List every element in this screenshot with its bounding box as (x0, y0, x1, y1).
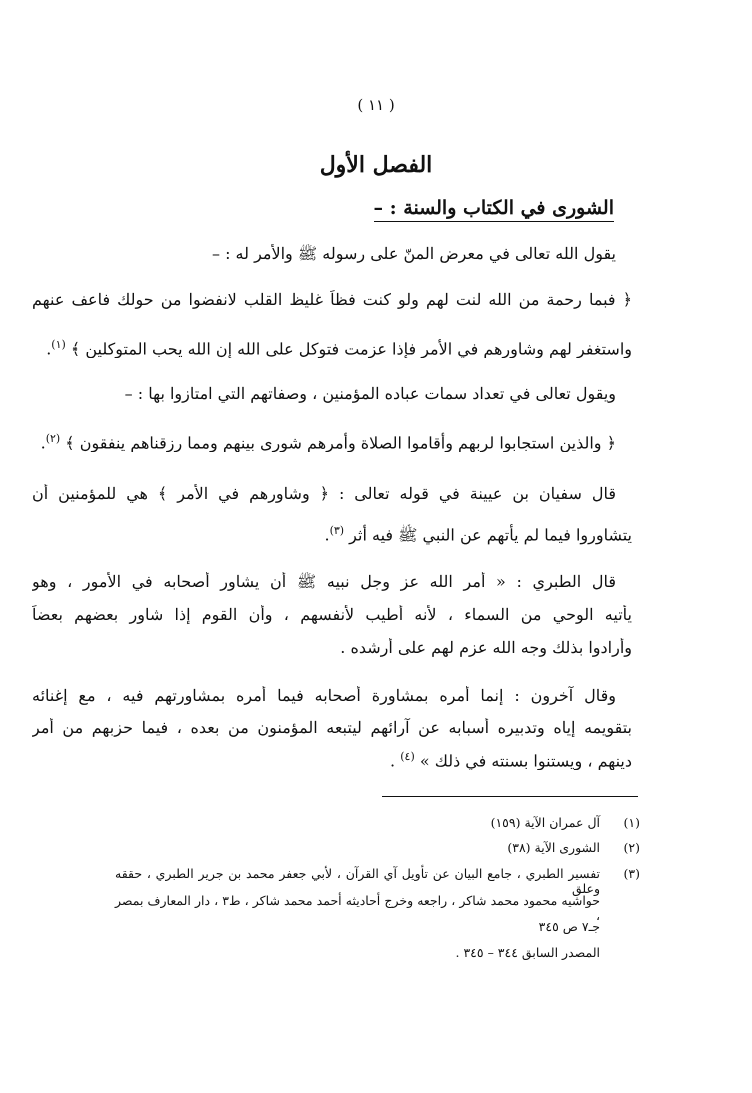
footnote-ref-2[interactable]: (٢) (45, 432, 61, 445)
paragraph-others-line-3-text: دينهم ، ويستنوا بسنته في ذلك » (419, 751, 632, 771)
verse-2 (32, 432, 616, 452)
footnote-1-number: (١) (623, 815, 640, 830)
footnote-4-text: المصدر السابق ٣٤٤ – ٣٤٥ . (455, 945, 600, 960)
verse-2-end: . (40, 433, 46, 453)
paragraph-others-line-1: وقال آخرون : إنما أمره بمشاورة أصحابه فيما أمره بمشاورتهم فيه ، مع إغنائه (32, 686, 616, 705)
footnote-2-number: (٢) (623, 840, 640, 855)
footnote-3-number: (٣) (623, 866, 640, 881)
verse-1-line-2-text: واستغفر لهم وشاورهم في الأمر فإذا عزمت فتوكل على الله إن الله يحب المتوكلين ﴾ (70, 339, 632, 359)
paragraph-sufyan-line-2-text: يتشاوروا فيما لم يأتهم عن النبي ﷺ فيه أثر (349, 525, 632, 545)
page-number: ( ١١ ) (357, 96, 395, 114)
section-title: الشورى في الكتاب والسنة : – (374, 197, 614, 222)
paragraph-tabari-line-1: قال الطبري : « أمر الله عز وجل نبيه ﷺ أن يشاور أصحابه في الأمور ، وهو (32, 572, 616, 591)
paragraph-others-line-2: بتقويمه إياه وتدبيره أسبابه عن آرائهم ليتبعه المؤمنون من بعده ، فيما حزبهم من أمر (32, 718, 632, 737)
footnote-3-line-3: جـ٧ ص ٣٤٥ (538, 919, 600, 934)
footnote-2-text: الشورى الآية (٣٨) (507, 840, 600, 855)
paragraph-sufyan-end: . (324, 525, 330, 545)
footnote-ref-3[interactable]: (٣) (329, 524, 345, 537)
paragraph-tabari-line-2: يأتيه الوحي من السماء ، لأنه أطيب لأنفسهم ، وأن القوم إذا شاور بعضهم بعضاً (32, 605, 632, 624)
paragraph-believers: ويقول تعالى في تعداد سمات عباده المؤمنين ، وصفاتهم التي امتازوا بها : – (124, 384, 616, 403)
footnote-ref-4[interactable]: (٤) (400, 750, 415, 763)
verse-1-end: . (46, 339, 52, 359)
paragraph-sufyan-line-2 (32, 524, 632, 548)
verse-1-line-2 (32, 338, 632, 358)
footnote-divider (382, 796, 638, 797)
footnote-3-line-1: تفسير الطبري ، جامع البيان عن تأويل آي القرآن ، لأبي جعفر محمد بن جرير الطبري ، حققه وعلق (115, 866, 600, 896)
verse-1-line-1: ﴿ فبما رحمة من الله لنت لهم ولو كنت فظاً غليظ القلب لانفضوا من حولك فاعف عنهم (32, 290, 632, 309)
paragraph-sufyan-line-1: قال سفيان بن عيينة في قوله تعالى : ﴿ وشاورهم في الأمر ﴾ هي للمؤمنين أن (32, 484, 616, 503)
footnote-1-text: آل عمران الآية (١٥٩) (490, 815, 600, 830)
paragraph-intro: يقول الله تعالى في معرض المنّ على رسوله ﷺ والأمر له : – (211, 244, 616, 263)
paragraph-others-line-3 (32, 750, 632, 770)
chapter-title: الفصل الأول (319, 152, 433, 178)
paragraph-others-end: . (390, 751, 396, 771)
footnote-ref-1[interactable]: (١) (51, 338, 66, 351)
footnote-3-line-2: حواشيه محمود محمد شاكر ، راجعه وخرج أحاديثه أحمد محمد شاكر ، ط٣ ، دار المعارف بمصر ، (115, 893, 600, 923)
paragraph-tabari-line-3: وأرادوا بذلك وجه الله عزم لهم على أرشده . (340, 638, 632, 657)
verse-2-text: ﴿ والذين استجابوا لربهم وأقاموا الصلاة وأمرهم شورى بينهم ومما رزقناهم ينفقون ﴾ (65, 433, 616, 453)
